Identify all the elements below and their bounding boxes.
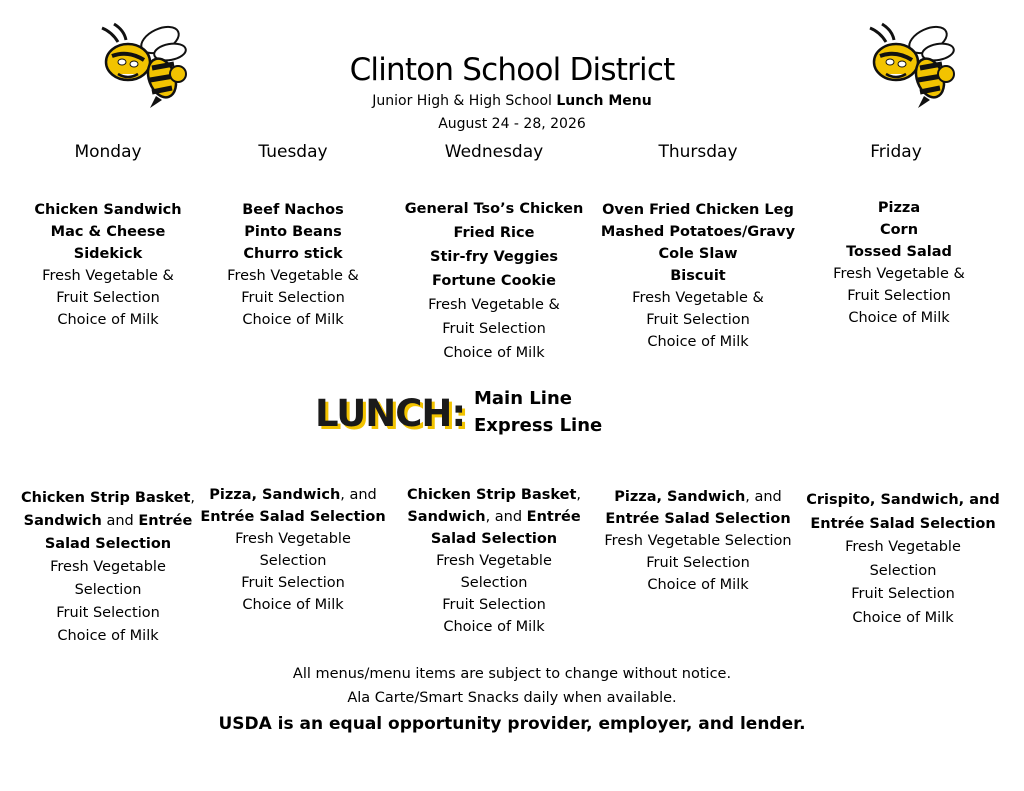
day-header-thursday: Thursday [658,142,738,162]
main-menu-thursday [598,199,798,353]
menu-item: Fortune Cookie [432,273,556,289]
menu-side: Selection [259,553,327,569]
menu-side: Selection [74,582,142,598]
menu-item: Mashed Potatoes/Gravy [600,224,796,240]
menu-item: General Tso’s Chicken [404,201,584,217]
day-header-wednesday: Wednesday [444,142,544,162]
menu-item: Chicken Strip Basket [406,487,577,503]
menu-item: Cole Slaw [658,246,738,262]
main-menu-friday [799,197,999,329]
main-menu-tuesday [193,199,393,331]
menu-item: Salad Selection [430,531,558,547]
menu-side: Fresh Vegetable & [428,297,560,313]
menu-side: Choice of Milk [848,310,950,326]
menu-item: Sidekick [73,246,143,262]
menu-text: , and [340,487,377,503]
menu-side: Fruit Selection [851,586,955,602]
menu-side: Fresh Vegetable [235,531,351,547]
menu-side: Fresh Vegetable & [833,266,965,282]
express-menu-friday [803,489,1003,630]
menu-side: Fresh Vegetable [845,539,961,555]
express-menu-wednesday [394,484,594,638]
menu-text: , [190,490,195,506]
menu-side: Fruit Selection [646,312,750,328]
day-header-monday: Monday [74,142,142,162]
main-line-label: Main Line [474,388,572,409]
menu-side: Fruit Selection [847,288,951,304]
menu-side: Selection [460,575,528,591]
express-menu-tuesday [193,484,393,616]
menu-side: Fruit Selection [442,321,546,337]
menu-item: Pizza, Sandwich [209,487,341,503]
menu-item: Fried Rice [453,225,535,241]
menu-item: Churro stick [243,246,343,262]
menu-side: Choice of Milk [443,619,545,635]
menu-item: Corn [879,222,919,238]
menu-side: Choice of Milk [852,609,954,626]
menu-side: Fruit Selection [442,597,546,613]
lunch-heading: LUNCH: [315,392,466,435]
menu-side: Choice of Milk [443,345,545,361]
menu-side: Fresh Vegetable Selection [604,533,792,549]
subtitle-prefix: Junior High & High School [372,93,557,109]
date-range: August 24 - 28, 2026 [438,116,586,132]
menu-text: and [101,513,139,529]
menu-side: Fruit Selection [241,575,345,591]
menu-side: Fruit Selection [56,290,160,306]
menu-side: Fresh Vegetable & [632,290,764,306]
menu-item: Oven Fried Chicken Leg [602,202,794,218]
menu-side: Choice of Milk [647,577,749,593]
menu-item: Pizza, Sandwich [614,489,746,505]
menu-side: Selection [869,562,937,579]
lunch-lines [474,385,602,439]
page-subtitle [0,93,1024,109]
menu-item: Crispito, Sandwich, and [806,492,1000,508]
menu-item: Entrée Salad Selection [810,515,996,532]
express-line-label: Express Line [474,415,603,436]
menu-text: , and [485,509,527,525]
menu-item: Sandwich [407,509,486,525]
menu-side: Choice of Milk [57,628,159,644]
snacks-notice: Ala Carte/Smart Snacks daily when available. [347,690,677,706]
menu-item: Entrée Salad Selection [200,509,386,525]
menu-item: Entrée Salad Selection [605,511,791,527]
menu-side: Choice of Milk [242,312,344,328]
express-menu-thursday [598,486,798,596]
page-title: Clinton School District [349,52,675,88]
menu-side: Choice of Milk [242,597,344,613]
usda-statement: USDA is an equal opportunity provider, employer, and lender. [218,714,806,734]
menu-item: Entrée [526,509,581,525]
menu-item: Beef Nachos [242,202,344,218]
menu-item: Stir-fry Veggies [430,249,558,265]
main-menu-monday [8,199,208,331]
menu-item: Biscuit [670,268,726,284]
menu-item: Chicken Strip Basket [20,490,191,506]
day-header-tuesday: Tuesday [258,142,328,162]
menu-item: Chicken Sandwich [34,202,182,218]
day-header-friday: Friday [870,142,922,162]
menu-item: Sandwich [23,513,102,529]
menu-item: Salad Selection [44,536,172,552]
menu-side: Choice of Milk [57,312,159,328]
subtitle-bold: Lunch Menu [556,93,652,109]
menu-item: Pinto Beans [244,224,342,240]
menu-side: Fruit Selection [646,555,750,571]
menu-side: Fresh Vegetable [50,559,166,575]
main-menu-wednesday [394,197,594,365]
menu-item: Tossed Salad [846,244,952,260]
menu-text: , [576,487,581,503]
express-menu-monday [8,487,208,648]
menu-side: Choice of Milk [647,334,749,350]
menu-side: Fresh Vegetable & [227,268,359,284]
menu-item: Mac & Cheese [50,224,166,240]
menu-item: Entrée [138,513,193,529]
menu-side: Fresh Vegetable & [42,268,174,284]
menu-item: Pizza [877,200,921,216]
menu-side: Fruit Selection [56,605,160,621]
menu-text: , and [745,489,782,505]
change-notice: All menus/menu items are subject to change without notice. [292,666,732,682]
menu-side: Fresh Vegetable [436,553,552,569]
menu-side: Fruit Selection [241,290,345,306]
